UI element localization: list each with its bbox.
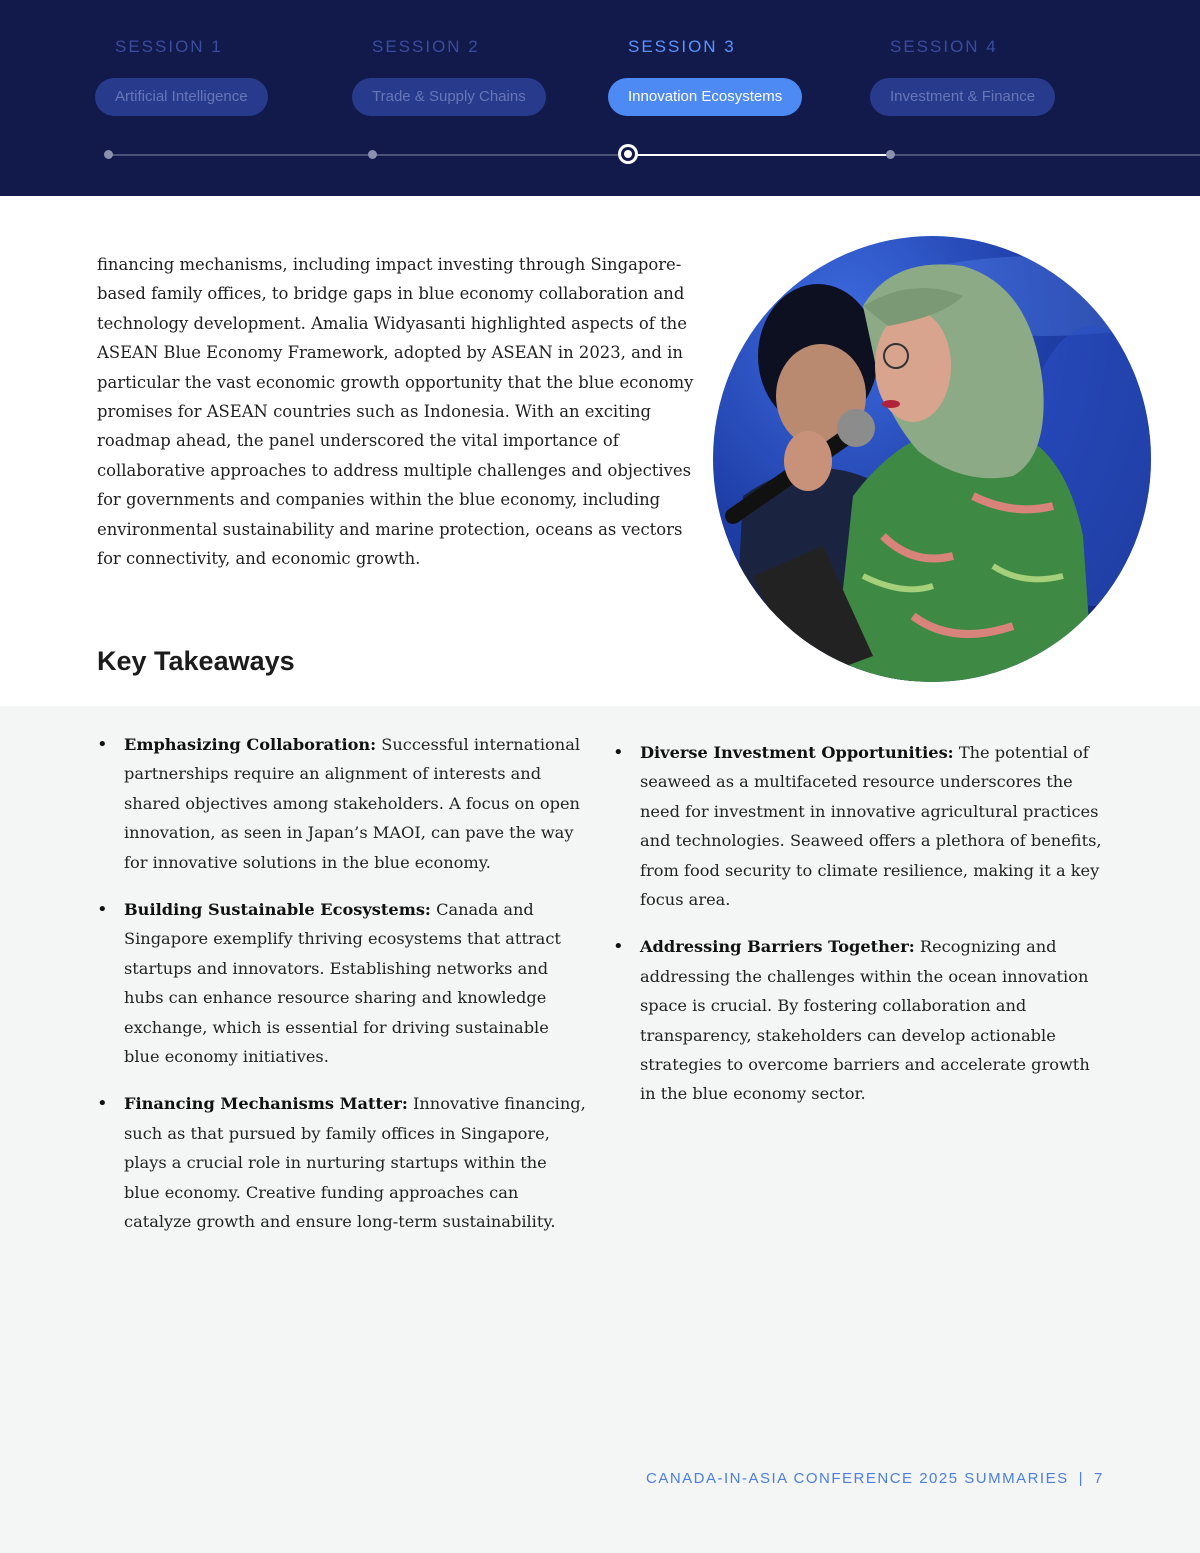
footer-title: CANADA-IN-ASIA CONFERENCE 2025 SUMMARIES [646, 1470, 1069, 1487]
takeaway-title: Emphasizing Collaboration: [124, 735, 377, 754]
session-pill-investment[interactable]: Investment & Finance [870, 78, 1055, 116]
takeaway-text: The potential of seaweed as a multifaceted resource underscores the need for investment in innovative agricultural practices and technologies. Seaweed offers a plethora of benefits, from food security to climate resilience, making it a key focus area. [640, 743, 1102, 910]
takeaways-left-column [97, 730, 587, 1255]
page-number: 7 [1093, 1470, 1104, 1487]
timeline-track [108, 154, 620, 156]
takeaway-title: Addressing Barriers Together: [640, 937, 915, 957]
session-number: SESSION 2 [372, 37, 480, 56]
takeaway-text: Recognizing and addressing the challenges within the ocean innovation space is crucial. By fostering collaboration and transparency, stakeholders can develop actionable strategies to overcome barriers and accelerate growth in the blue economy sector. [640, 937, 1090, 1104]
list-item [97, 730, 587, 877]
speaker-photo [713, 236, 1151, 682]
takeaway-title: Financing Mechanisms Matter: [124, 1094, 408, 1114]
list-item [613, 738, 1103, 914]
takeaway-text: Successful international partnerships require an alignment of interests and shared objectives among stakeholders. A focus on open innovation, as seen in Japan’s MAOI, can pave the way for innovative solutions in the blue economy. [124, 735, 581, 872]
section-heading: Key Takeaways [97, 646, 295, 676]
takeaway-title: Building Sustainable Ecosystems: [124, 900, 431, 920]
session-navigator [0, 0, 1200, 196]
page-footer [646, 1470, 1104, 1487]
timeline-track [890, 154, 1200, 156]
timeline-dot-active[interactable] [618, 144, 638, 164]
list-item [97, 1089, 587, 1236]
speaker-illustration [713, 236, 1151, 682]
timeline-dot[interactable] [104, 150, 113, 159]
session-pill-innovation[interactable]: Innovation Ecosystems [608, 78, 802, 116]
takeaways-right-column [613, 738, 1103, 1127]
session-pill-ai[interactable]: Artificial Intelligence [95, 78, 268, 116]
session-pill-trade[interactable]: Trade & Supply Chains [352, 78, 546, 116]
list-item [613, 932, 1103, 1108]
timeline-dot[interactable] [368, 150, 377, 159]
takeaway-text: Innovative financing, such as that pursued by family offices in Singapore, plays a crucial role in nurturing startups within the blue economy. Creative funding approaches can catalyze growth and ensure long-term sustainability. [124, 1094, 586, 1232]
timeline-dot[interactable] [886, 150, 895, 159]
timeline-progress [628, 154, 890, 156]
session-number: SESSION 3 [628, 37, 736, 56]
footer-separator: | [1078, 1470, 1084, 1487]
session-number: SESSION 1 [115, 37, 223, 56]
list-item [97, 895, 587, 1071]
key-takeaways-panel [0, 706, 1200, 1553]
takeaway-title: Diverse Investment Opportunities: [640, 743, 954, 762]
takeaway-text: Canada and Singapore exemplify thriving ecosystems that attract startups and innovators. Establishing networks and hubs can enhance resource sharing and knowledge exchange, which is essential for driving sustainable blue economy initiatives. [124, 900, 561, 1067]
intro-paragraph: financing mechanisms, including impact investing through Singapore-based family offices, to bridge gaps in blue economy collaboration and technology development. Amalia Widyasanti highlighted aspects of the ASEAN Blue Economy Framework, adopted by ASEAN in 2023, and in particular the vast economic growth opportunity that the blue economy promises for ASEAN countries such as Indonesia. With an exciting roadmap ahead, the panel underscored the vital importance of collaborative approaches to address multiple challenges and objectives for governments and companies within the blue economy, including environmental sustainability and marine protection, oceans as vectors for connectivity, and economic growth. [97, 255, 694, 569]
session-number: SESSION 4 [890, 37, 998, 56]
